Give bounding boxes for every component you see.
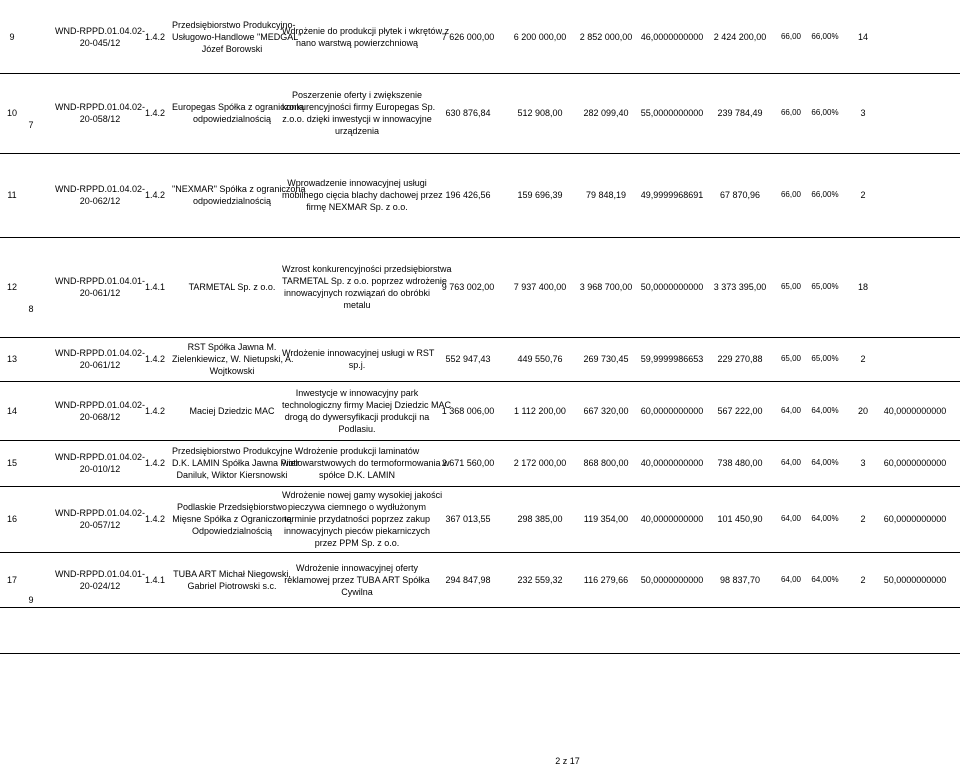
row-divider: [0, 653, 960, 654]
row-number: 14: [6, 406, 17, 416]
project-title-line: terminie przydatności poprzez zakup: [283, 514, 431, 524]
applicant-name-line: Europegas Spółka z ograniczoną: [172, 102, 305, 112]
grant-efrr: 567 222,00: [717, 406, 763, 416]
row-divider: [0, 237, 960, 238]
grant-percent: 49,9999968691: [640, 190, 704, 200]
grant-percent: 40,0000000000: [640, 458, 704, 468]
score-percent: 65,00%: [811, 282, 839, 291]
grant-amount: 119 354,00: [583, 514, 629, 524]
row-divider: [0, 381, 960, 382]
project-title-line: Wdrożenie nowej gamy wysokiej jakości: [282, 490, 443, 500]
project-title-line: Poszerzenie oferty i zwiększenie: [291, 90, 423, 100]
project-title-line: Wprowadzenie innowacyjnej usługi: [287, 178, 427, 188]
measure-number: 1.4.2: [145, 406, 166, 416]
application-code: [50, 568, 150, 592]
row-divider: [0, 607, 960, 608]
grant-efrr: 738 480,00: [717, 458, 763, 468]
application-code-line: WND-RPPD.01.04.01-: [54, 569, 146, 579]
grant-efrr: 101 450,90: [717, 514, 763, 524]
total-value: 2 671 560,00: [441, 458, 495, 468]
eligible-costs: 2 172 000,00: [513, 458, 567, 468]
jobs-count: 20: [857, 406, 868, 416]
project-title-line: TARMETAL Sp. z o.o. poprzez wdrożenie: [282, 276, 447, 286]
project-title: [282, 387, 452, 435]
eligible-costs: 1 112 200,00: [514, 406, 566, 416]
project-title-line: konkurencyjności firmy Europegas Sp.: [282, 102, 436, 112]
application-code-line: WND-RPPD.01.04.01-: [54, 276, 146, 286]
applicant-name-line: TARMETAL Sp. z o.o.: [188, 282, 276, 292]
applicant-name-line: RST Spółka Jawna M.: [187, 342, 277, 352]
application-code-line: 20-062/12: [79, 196, 121, 206]
applicant-name: [172, 19, 302, 55]
project-title-line: Podlasiu.: [338, 424, 376, 434]
score-points: 64,00: [780, 406, 802, 415]
applicant-name-line: Odpowiedzialnością: [191, 526, 273, 536]
application-code-line: WND-RPPD.01.04.02-: [54, 508, 146, 518]
project-title: [282, 347, 435, 371]
applicant-name: [172, 501, 292, 537]
applicant-name-line: Wojtkowski: [209, 366, 255, 376]
project-title-line: spółce D.K. LAMIN: [318, 470, 396, 480]
row-divider: [0, 440, 960, 441]
row-number: 12: [6, 282, 17, 292]
project-title: [282, 263, 452, 311]
row-divider: [0, 486, 960, 487]
application-code: [50, 451, 150, 475]
row-number: 15: [6, 458, 17, 468]
application-code-line: WND-RPPD.01.04.02-: [54, 102, 146, 112]
applicant-name-line: Gabriel Piotrowski s.c.: [187, 581, 277, 591]
jobs-count: 14: [857, 32, 868, 42]
project-title-line: Cywilna: [341, 587, 373, 597]
grant-percent: 55,0000000000: [640, 108, 704, 118]
score-percent: 66,00%: [811, 32, 839, 41]
application-code-line: 20-057/12: [79, 520, 121, 530]
jobs-count: 3: [860, 458, 866, 468]
measure-number: 1.4.2: [145, 108, 166, 118]
grant-percent: 50,0000000000: [640, 282, 704, 292]
project-title-line: Wrdożenie innowacyjnej usługi w RST: [282, 348, 435, 358]
application-code: [50, 347, 150, 371]
project-title-line: innowacyjnych pieców piekarniczych: [283, 526, 431, 536]
grant-amount: 868 800,00: [583, 458, 629, 468]
measure-number: 1.4.1: [145, 575, 166, 585]
project-title: [282, 25, 450, 49]
grant-amount: 79 848,19: [585, 190, 627, 200]
jobs-count: 2: [860, 575, 866, 585]
application-code-line: 20-024/12: [79, 581, 121, 591]
project-title-line: technologiczny firmy Maciej Dziedzic MAC: [282, 400, 452, 410]
total-value: 196 426,56: [445, 190, 491, 200]
project-title-line: urządzenia: [334, 126, 380, 136]
project-title-line: firmę NEXMAR Sp. z o.o.: [306, 202, 408, 212]
applicant-name-line: Przedsiębiorstwo Produkcyjno-: [172, 20, 296, 30]
grant-percent: 50,0000000000: [640, 575, 704, 585]
project-title: [282, 89, 436, 137]
application-code-line: 20-061/12: [79, 288, 121, 298]
grant-amount: 282 099,40: [583, 108, 629, 118]
group-number: 7: [28, 120, 34, 130]
eligible-costs: 298 385,00: [517, 514, 563, 524]
application-code-line: WND-RPPD.01.04.02-: [54, 452, 146, 462]
applicant-name-line: Józef Borowski: [201, 44, 263, 54]
applicant-name-line: "NEXMAR" Spółka z ograniczoną: [172, 184, 306, 194]
project-title-line: z.o.o. dzięki inwestycji w innowacyjne: [282, 114, 432, 124]
measure-number: 1.4.2: [145, 32, 166, 42]
measure-number: 1.4.2: [145, 354, 166, 364]
project-title-line: Wdrożenie produkcji laminatów: [294, 446, 420, 456]
project-title-line: drogą do dywersyfikacji produkcji na: [284, 412, 430, 422]
score-percent: 64,00%: [811, 406, 839, 415]
project-title-line: Wdrożenie do produkcji płytek i wkrętów z: [282, 26, 450, 36]
row-number: 13: [6, 354, 17, 364]
total-value: 294 847,98: [445, 575, 491, 585]
project-title-line: mobilnego cięcia blachy dachowej przez: [282, 190, 443, 200]
applicant-name-line: odpowiedzialnością: [192, 114, 272, 124]
measure-number: 1.4.1: [145, 282, 166, 292]
applicant-name-line: odpowiedzialnością: [192, 196, 272, 206]
own-contribution: 40,0000000000: [883, 406, 947, 416]
total-value: 630 876,84: [445, 108, 491, 118]
jobs-count: 3: [860, 108, 866, 118]
grant-efrr: 239 784,49: [717, 108, 763, 118]
page-number: 2 z 17: [555, 756, 580, 766]
project-title-line: pieczywa ciemnego o wydłużonym: [287, 502, 427, 512]
applicant-name: [172, 405, 292, 417]
score-percent: 66,00%: [811, 190, 839, 199]
application-code-line: 20-068/12: [79, 412, 121, 422]
eligible-costs: 449 550,76: [517, 354, 563, 364]
score-points: 65,00: [780, 354, 802, 363]
own-contribution: 60,0000000000: [883, 458, 947, 468]
application-code-line: 20-045/12: [79, 38, 121, 48]
grant-efrr: 67 870,96: [719, 190, 761, 200]
project-title-line: przez PPM Sp. z o.o.: [314, 538, 400, 548]
score-percent: 64,00%: [811, 458, 839, 467]
application-code: [50, 101, 150, 125]
applicant-name-line: Przedsiębiorstwo Produkcyjne: [172, 446, 293, 456]
applicant-name-line: Maciej Dziedzic MAC: [189, 406, 275, 416]
application-code-line: WND-RPPD.01.04.02-: [54, 400, 146, 410]
project-title-line: sp.j.: [348, 360, 366, 370]
eligible-costs: 7 937 400,00: [513, 282, 567, 292]
measure-number: 1.4.2: [145, 514, 166, 524]
score-points: 66,00: [780, 32, 802, 41]
project-title: [282, 445, 450, 481]
project-title-line: nano warstwą powierzchniową: [295, 38, 419, 48]
grant-amount: 116 279,66: [583, 575, 629, 585]
application-code-line: WND-RPPD.01.04.02-: [54, 184, 146, 194]
project-title-line: wielowarstwowych do termoformowania w: [282, 458, 450, 468]
group-number: 9: [28, 595, 34, 605]
score-points: 66,00: [780, 108, 802, 117]
row-divider: [0, 73, 960, 74]
row-divider: [0, 552, 960, 553]
application-code: [50, 25, 150, 49]
application-code-line: 20-058/12: [79, 114, 121, 124]
grant-efrr: 98 837,70: [719, 575, 761, 585]
application-code-line: WND-RPPD.01.04.02-: [54, 26, 146, 36]
total-value: 552 947,43: [445, 354, 491, 364]
grant-amount: 3 968 700,00: [579, 282, 633, 292]
applicant-name: [172, 445, 300, 481]
row-number: 10: [6, 108, 17, 118]
applicant-name: [172, 281, 292, 293]
row-divider: [0, 153, 960, 154]
eligible-costs: 6 200 000,00: [513, 32, 567, 42]
application-code: [50, 183, 150, 207]
project-title: [282, 489, 443, 549]
application-code: [50, 275, 150, 299]
row-number: 11: [7, 190, 17, 200]
eligible-costs: 159 696,39: [517, 190, 563, 200]
score-points: 64,00: [780, 575, 802, 584]
score-points: 66,00: [780, 190, 802, 199]
grant-percent: 59,9999986653: [640, 354, 704, 364]
applicant-name-line: TUBA ART Michał Niegowski,: [173, 569, 291, 579]
applicant-name: [172, 568, 292, 592]
row-number: 16: [6, 514, 17, 524]
jobs-count: 18: [857, 282, 868, 292]
score-points: 64,00: [780, 514, 802, 523]
score-percent: 65,00%: [811, 354, 839, 363]
applicant-name-line: Zielenkiewicz, W. Nietupski, A.: [172, 354, 294, 364]
jobs-count: 2: [860, 514, 866, 524]
score-points: 64,00: [780, 458, 802, 467]
applicant-name: [172, 101, 305, 125]
score-percent: 66,00%: [811, 108, 839, 117]
application-code-line: WND-RPPD.01.04.02-: [54, 348, 146, 358]
total-value: 367 013,55: [445, 514, 491, 524]
applicant-name: [172, 341, 292, 377]
application-code: [50, 507, 150, 531]
measure-number: 1.4.2: [145, 190, 166, 200]
grant-efrr: 229 270,88: [717, 354, 763, 364]
total-value: 1 368 006,00: [441, 406, 495, 416]
own-contribution: 50,0000000000: [883, 575, 947, 585]
applicant-name-line: Usługowo-Handlowe "MEDGAL": [172, 32, 302, 42]
project-title-line: reklamowej przez TUBA ART Spółka: [284, 575, 430, 585]
project-title: [282, 177, 443, 213]
applicant-name-line: Daniluk, Wiktor Kiersnowski: [176, 470, 288, 480]
score-percent: 64,00%: [811, 575, 839, 584]
project-title-line: Wzrost konkurencyjności przedsiębiorstwa: [282, 264, 452, 274]
grant-amount: 2 852 000,00: [579, 32, 633, 42]
applicant-name: [172, 183, 306, 207]
applicant-name-line: Mięsne Spółka z Ograniczoną: [172, 514, 292, 524]
application-code-line: 20-061/12: [79, 360, 121, 370]
total-value: 7 626 000,00: [441, 32, 495, 42]
application-code-line: 20-010/12: [79, 464, 121, 474]
applicant-name-line: Podlaskie Przedsiębiorstwo: [176, 502, 288, 512]
grant-percent: 46,0000000000: [640, 32, 704, 42]
row-divider: [0, 337, 960, 338]
project-title-line: Wdrożenie innowacyjnej oferty: [295, 563, 419, 573]
jobs-count: 2: [860, 190, 866, 200]
grant-efrr: 3 373 395,00: [713, 282, 767, 292]
project-title-line: innowacyjnych rozwiązań do obróbki: [283, 288, 431, 298]
score-points: 65,00: [780, 282, 802, 291]
total-value: 9 763 002,00: [441, 282, 495, 292]
grant-amount: 269 730,45: [583, 354, 629, 364]
eligible-costs: 512 908,00: [517, 108, 563, 118]
row-number: 9: [9, 32, 15, 42]
project-title-line: metalu: [343, 300, 371, 310]
grant-efrr: 2 424 200,00: [713, 32, 767, 42]
project-title: [282, 562, 432, 598]
applicant-name-line: D.K. LAMIN Spółka Jawna Piotr: [172, 458, 300, 468]
project-title-line: Inwestycje w innowacyjny park: [295, 388, 419, 398]
row-number: 17: [6, 575, 17, 585]
group-number: 8: [28, 304, 34, 314]
jobs-count: 2: [860, 354, 866, 364]
application-code: [50, 399, 150, 423]
eligible-costs: 232 559,32: [517, 575, 563, 585]
own-contribution: 60,0000000000: [883, 514, 947, 524]
grant-percent: 40,0000000000: [640, 514, 704, 524]
grant-percent: 60,0000000000: [640, 406, 704, 416]
measure-number: 1.4.2: [145, 458, 166, 468]
score-percent: 64,00%: [811, 514, 839, 523]
grant-amount: 667 320,00: [583, 406, 629, 416]
